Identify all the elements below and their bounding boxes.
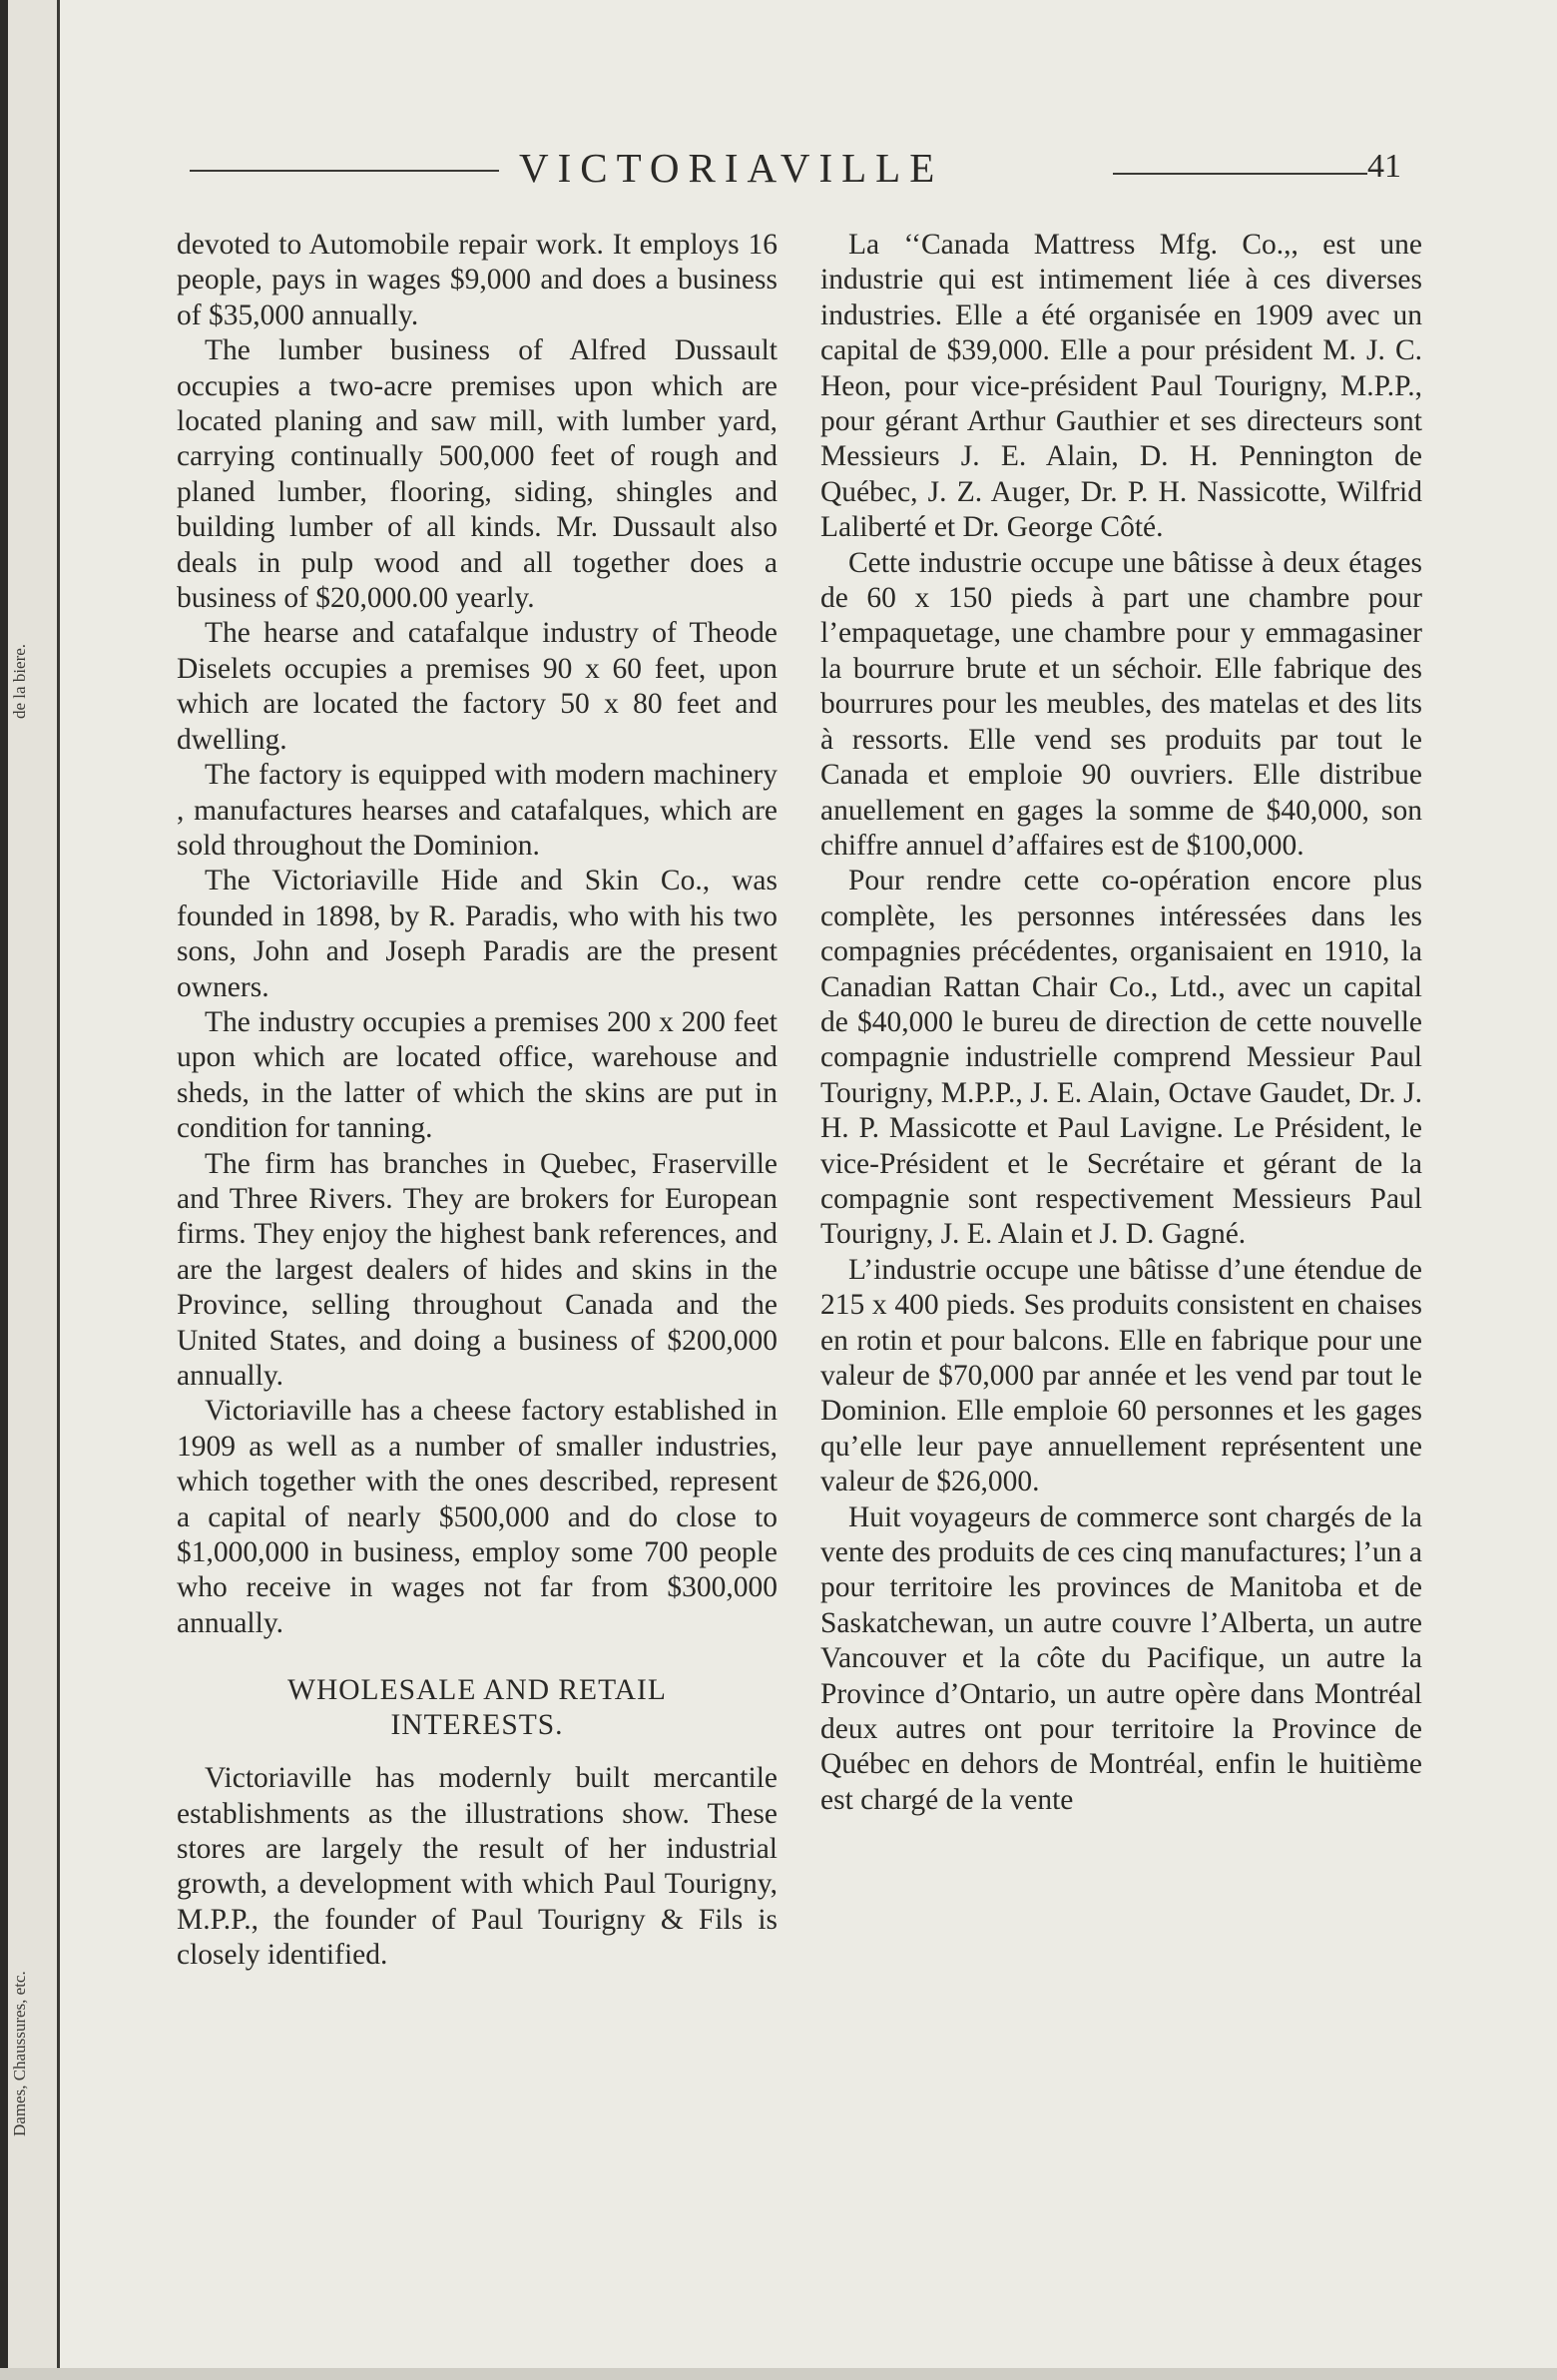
paragraph: devoted to Automobile repair work. It employs 16 people, pays in wages $9,000 and does a business of $35,000 annually. [177, 229, 778, 331]
paragraph: Victoriaville has a cheese factory established in 1909 as well as a number of smaller industries, which together with the ones described, represent a capital of nearly $500,000 and do close to $1,000,000 in business, employ some 700 people who receive in wages not far from $300,000 annually. [177, 1395, 778, 1639]
right-column [820, 228, 1422, 1818]
paragraph: The Victoriaville Hide and Skin Co., was founded in 1898, by R. Paradis, who with his two sons, John and Joseph Paradis are the present owners. [177, 865, 778, 1003]
page-header [190, 140, 1407, 200]
margin-text-bottom: Dames, Chaussures, etc. [10, 1971, 29, 2136]
paragraph: The firm has branches in Quebec, Fraserville and Three Rivers. They are brokers for European firms. They enjoy the highest bank references, and are the largest dealers of hides and skins in the Province, selling throughout Canada and the United States, and doing a business of $200,000 annually. [177, 1147, 778, 1392]
left-column [177, 228, 778, 1974]
paragraph: Huit voyageurs de commerce sont chargés de la vente des produits de ces cinq manufactures; l’un a pour territoire les provinces de Manitoba et de Saskatchewan, un autre couvre l’Alberta, un autre Vancouver et la côte du Pacifique, un autre la Province d’Ontario, un autre opère dans Montréal deux autres ont pour territoire la Province de Québec en dehors de Montréal, enfin le huitième est chargé de la vente [820, 1500, 1422, 1816]
page-binding [0, 0, 60, 2380]
page-number: 41 [1367, 148, 1401, 185]
margin-text-top: de la biere. [10, 643, 29, 719]
paragraph: La ‘‘Canada Mattress Mfg. Co.,, est une industrie qui est intimement liée à ces diverses industries. Elle a été organisée en 1909 avec un capital de $39,000. Elle a pour président M. J. C. Heon, pour vice-président Paul Tourigny, M.P.P., pour gérant Arthur Gauthier et ses directeurs sont Messieurs J. E. Alain, D. H. Pennington de Québec, J. Z. Auger, Dr. P. H. Nassicotte, Wilfrid Laliberté et Dr. George Côté. [820, 229, 1422, 544]
paragraph: The industry occupies a premises 200 x 200 feet upon which are located office, warehouse and sheds, in the latter of which the skins are put in condition for tanning. [177, 1005, 778, 1145]
section-heading [177, 1673, 778, 1743]
binding-edge [0, 0, 8, 2380]
page-bottom-edge [0, 2368, 1557, 2380]
paragraph: The hearse and catafalque industry of Theode Diselets occupies a premises 90 x 60 feet, upon which are located the factory 50 x 80 feet and dwelling. [177, 617, 778, 756]
header-rule-right [1113, 173, 1367, 175]
running-title: VICTORIAVILLE [519, 145, 944, 191]
header-rule-left [190, 170, 499, 172]
paragraph: The lumber business of Alfred Dussault occupies a two-acre premises upon which are located planing and saw mill, with lumber yard, carrying continually 500,000 feet of rough and planed lumber, flooring, siding, shingles and building lumber of all kinds. Mr. Dussault also deals in pulp wood and all together does a business of $20,000.00 yearly. [177, 334, 778, 615]
paragraph: L’industrie occupe une bâtisse d’une étendue de 215 x 400 pieds. Ses produits consistent en chaises en rotin et pour balcons. Elle en fabrique pour une valeur de $70,000 par année et les vend par tout le Dominion. Elle emploie 60 personnes et les gages qu’elle leur paye annuellement représentent une valeur de $26,000. [820, 1253, 1422, 1498]
paragraph: Cette industrie occupe une bâtisse à deux étages de 60 x 150 pieds à part une chambre pour l’empaquetage, une chambre pour y emmagasiner la bourrure brute et un séchoir. Elle fabrique des bourrures pour les meubles, des matelas et des lits à ressorts. Elle vend ses produits par tout le Canada et emploie 90 ouvriers. Elle distribue anuellement en gages la somme de $40,000, son chiffre annuel d’affaires est de $100,000. [820, 546, 1422, 862]
paragraph: Pour rendre cette co-opération encore plus complète, les personnes intéressées dans les compagnies précédentes, organisaient en 1910, la Canadian Rattan Chair Co., Ltd., avec un capital de $40,000 le bureu de direction de cette nouvelle compagnie industrielle comprend Messieur Paul Tourigny, M.P.P., J. E. Alain, Octave Gaudet, Dr. J. H. P. Massicotte et Paul Lavigne. Le Président, le vice-Président et le Secrétaire et gérant de la compagnie sont respectivement Messieurs Paul Tourigny, J. E. Alain et J. D. Gagné. [820, 865, 1422, 1251]
paragraph: The factory is equipped with modern machinery , manufactures hearses and catafalques, which are sold throughout the Dominion. [177, 759, 778, 862]
paragraph: Victoriaville has modernly built mercantile establishments as the illustrations show. These stores are largely the result of her industrial growth, a development with which Paul Tourigny, M.P.P., the founder of Paul Tourigny & Fils is closely identified. [177, 1762, 778, 1972]
section-heading-line: WHOLESALE AND RETAIL [287, 1674, 667, 1707]
section-heading-line: INTERESTS. [390, 1709, 564, 1742]
